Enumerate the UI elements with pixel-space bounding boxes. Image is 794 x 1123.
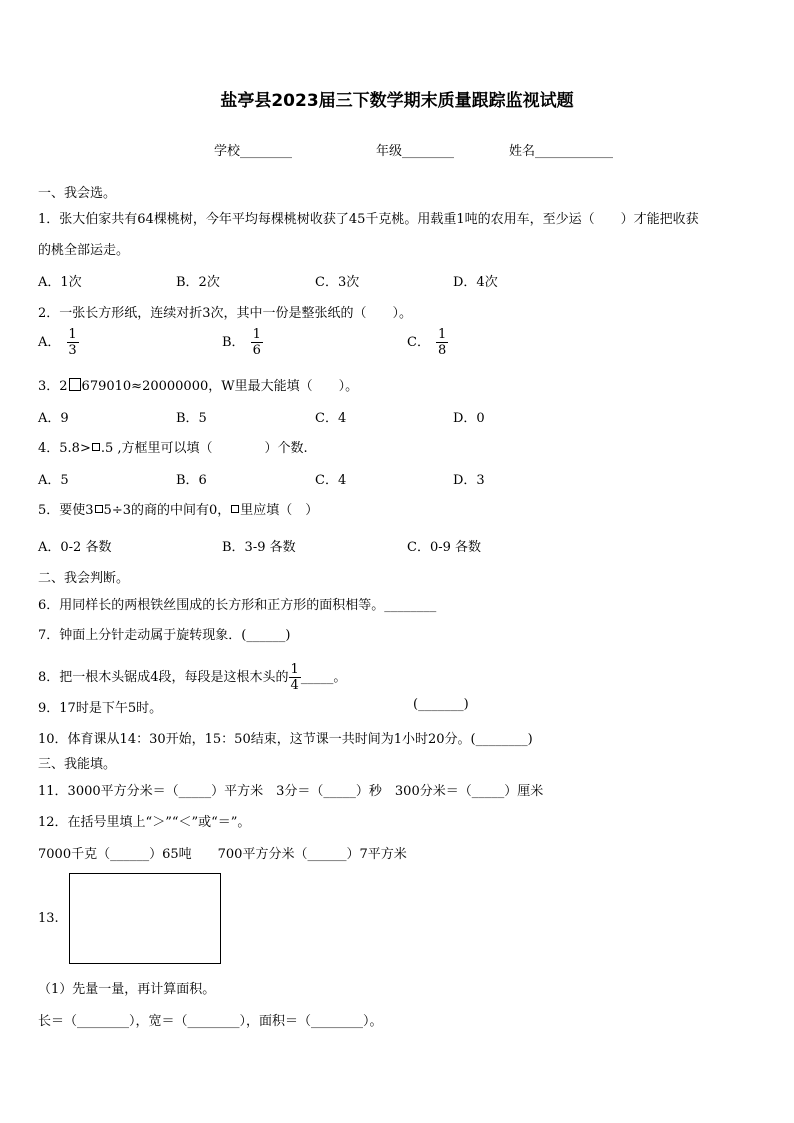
q3-option-b: B．5 bbox=[176, 411, 207, 426]
q3-option-a: A．9 bbox=[38, 411, 69, 426]
section-heading-2: 二、我会判断。 bbox=[38, 571, 130, 586]
section-heading-3: 三、我能填。 bbox=[38, 757, 117, 772]
blank-square-icon bbox=[92, 443, 100, 451]
measure-rectangle bbox=[69, 873, 221, 964]
q4-prefix: 4．5.8> bbox=[38, 441, 91, 456]
option-label: C． bbox=[407, 335, 430, 350]
blank-square-icon bbox=[95, 505, 103, 513]
q5-option-b: B．3-9 各数 bbox=[222, 540, 296, 555]
numerator: 1 bbox=[437, 327, 447, 342]
question-11: 11．3000平方分米＝（_____）平方米 3分＝（_____）秒 300分米＝（_____）厘米 bbox=[38, 784, 544, 799]
q5-option-c: C．0-9 各数 bbox=[407, 540, 482, 555]
q4-option-c: C．4 bbox=[315, 473, 347, 488]
numerator: 1 bbox=[290, 662, 299, 677]
q3-option-c: C．4 bbox=[315, 411, 347, 426]
q5-suffix-2: 里应填（ ） bbox=[240, 503, 319, 518]
question-13-sub: （1）先量一量，再计算面积。 bbox=[38, 982, 216, 997]
q3-prefix: 3．2 bbox=[38, 379, 68, 394]
fraction bbox=[436, 327, 448, 358]
option-label: B． bbox=[222, 335, 245, 350]
q2-option-c bbox=[407, 327, 448, 358]
school-field: 学校________ bbox=[214, 144, 293, 159]
page-title: 盐亭县2023届三下数学期末质量跟踪监视试题 bbox=[220, 91, 574, 111]
q8-prefix: 8．把一根木头锯成4段，每段是这根木头的 bbox=[38, 670, 289, 685]
blank-square-icon bbox=[69, 378, 81, 391]
q2-option-b bbox=[222, 327, 263, 358]
grade-field: 年级________ bbox=[376, 144, 455, 159]
q4-option-b: B．6 bbox=[176, 473, 207, 488]
denominator: 8 bbox=[437, 343, 447, 358]
q3-suffix: 679010≈20000000，W里最大能填（ ）。 bbox=[81, 379, 359, 394]
question-4 bbox=[38, 437, 308, 456]
q5-prefix: 5．要使3 bbox=[38, 503, 94, 518]
question-6: 6．用同样长的两根铁丝围成的长方形和正方形的面积相等。________ bbox=[38, 598, 437, 613]
q4-suffix: .5 ,方框里可以填（ ）个数. bbox=[100, 441, 308, 456]
numerator: 1 bbox=[252, 327, 261, 342]
denominator: 3 bbox=[68, 343, 77, 358]
question-10: 10．体育课从14：30开始，15：50结束，这节课一共时间为1小时20分。(________) bbox=[38, 732, 533, 747]
blank-square-icon bbox=[231, 505, 239, 513]
fraction bbox=[289, 662, 301, 693]
q1-option-d: D．4次 bbox=[453, 275, 498, 290]
question-1-line-2: 的桃全部运走。 bbox=[38, 243, 130, 258]
q1-option-c: C．3次 bbox=[315, 275, 360, 290]
q2-option-a bbox=[38, 327, 79, 358]
question-7: 7．钟面上分针走动属于旋转现象．(______) bbox=[38, 628, 291, 643]
denominator: 6 bbox=[252, 343, 261, 358]
question-8 bbox=[38, 662, 346, 693]
q8-suffix: _____。 bbox=[300, 670, 347, 685]
question-12-comparisons: 7000千克（______）65吨 700平方分米（______）7平方米 bbox=[38, 847, 407, 862]
option-label: A． bbox=[38, 335, 61, 350]
q4-option-d: D．3 bbox=[453, 473, 485, 488]
question-13-label: 13. bbox=[38, 911, 59, 926]
q3-option-d: D．0 bbox=[453, 411, 485, 426]
question-2: 2．一张长方形纸，连续对折3次，其中一份是整张纸的（ ）。 bbox=[38, 306, 413, 321]
q4-option-a: A．5 bbox=[38, 473, 69, 488]
question-9: 9．17时是下午5时。 bbox=[38, 701, 163, 716]
question-12: 12．在括号里填上“＞”“＜”或“＝”。 bbox=[38, 815, 251, 830]
fraction bbox=[251, 327, 263, 358]
question-5 bbox=[38, 499, 318, 518]
question-1-line-1: 1．张大伯家共有64棵桃树，今年平均每棵桃树收获了45千克桃。用载重1吨的农用车，至少运（ ）才能把收获 bbox=[38, 212, 699, 227]
name-field: 姓名____________ bbox=[509, 144, 614, 159]
question-9-blank: (_______) bbox=[413, 697, 469, 712]
section-heading-1: 一、我会选。 bbox=[38, 186, 117, 201]
question-3 bbox=[38, 375, 358, 394]
q5-option-a: A．0-2 各数 bbox=[38, 540, 112, 555]
numerator: 1 bbox=[68, 327, 77, 342]
fraction bbox=[66, 327, 78, 358]
q1-option-b: B．2次 bbox=[176, 275, 220, 290]
denominator: 4 bbox=[290, 678, 299, 693]
q5-suffix: 5÷3的商的中间有0， bbox=[103, 503, 231, 518]
q1-option-a: A．1次 bbox=[38, 275, 82, 290]
question-13-answer: 长＝（________），宽＝（________），面积＝（________）。 bbox=[38, 1014, 383, 1029]
